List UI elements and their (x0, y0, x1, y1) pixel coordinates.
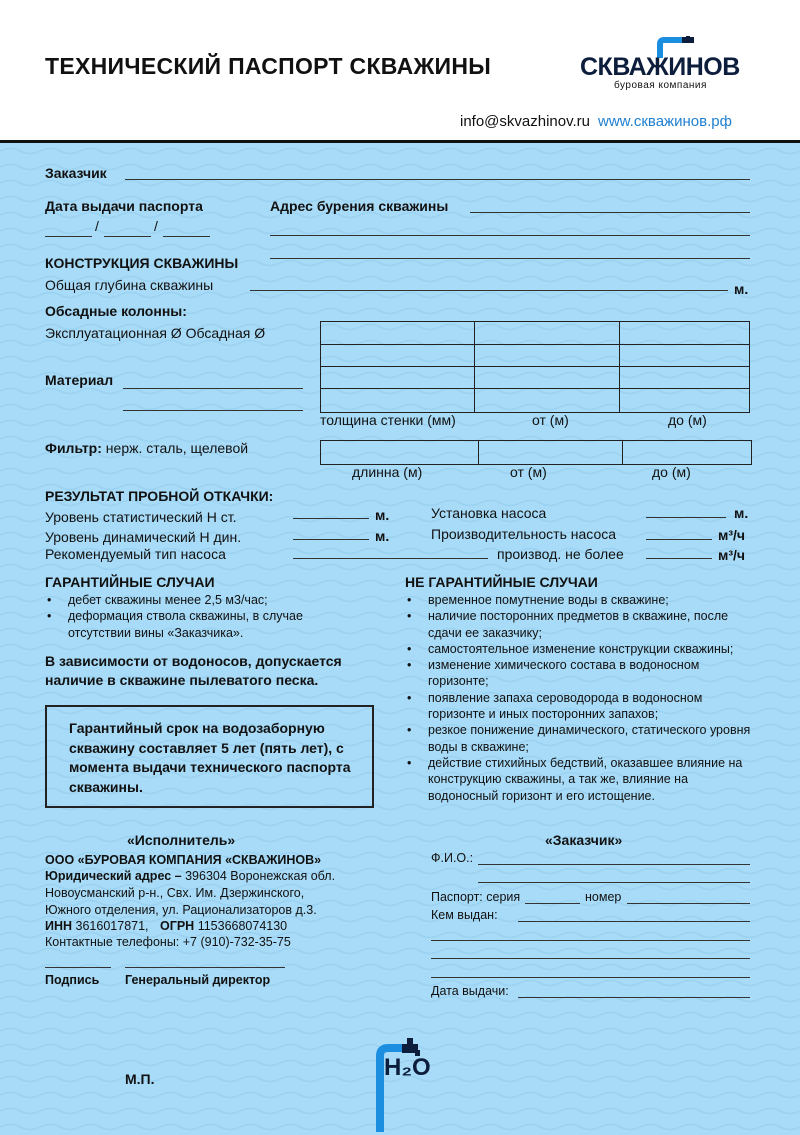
casing-types-label: Эксплуатационная Ø Обсадная Ø (45, 325, 266, 341)
issued-by-line-1[interactable] (518, 921, 750, 922)
header-contacts (460, 113, 732, 130)
stamp-label: М.П. (125, 1071, 155, 1087)
issue-year-line[interactable] (163, 236, 210, 237)
non-warranty-heading: НЕ ГАРАНТИЙНЫЕ СЛУЧАИ (405, 574, 598, 590)
passport-number-line[interactable] (627, 903, 750, 904)
non-warranty-item: • изменение химического состава в водоносном горизонте; (405, 657, 755, 690)
casing-row-divider-1 (321, 344, 749, 345)
casing-col-from: от (м) (532, 412, 569, 428)
construction-heading: КОНСТРУКЦИЯ СКВАЖИНЫ (45, 255, 239, 271)
website-link[interactable]: www.скважинов.рф (598, 113, 732, 130)
non-warranty-item: • временное помутнение воды в скважине; (405, 592, 755, 608)
non-warranty-list (405, 592, 755, 804)
h2o-emblem: H₂O (384, 1054, 431, 1081)
max-productivity-label: производ. не более (497, 546, 624, 562)
filter-value: нерж. сталь, щелевой (105, 440, 249, 456)
company-logo (578, 36, 758, 96)
issued-by-line-3[interactable] (431, 958, 750, 959)
filter-col-from: от (м) (510, 464, 547, 480)
fio-line-1[interactable] (478, 864, 750, 865)
dynamic-level-line[interactable] (293, 539, 369, 540)
material-line-2[interactable] (123, 410, 303, 411)
non-warranty-item: • самостоятельное изменение конструкции скважины; (405, 641, 755, 657)
issue-month-line[interactable] (104, 236, 151, 237)
issue-day-line[interactable] (45, 236, 92, 237)
filter-col-to: до (м) (652, 464, 691, 480)
ogrn-value: 1153668074130 (197, 919, 288, 933)
filter-col-divider-1 (478, 441, 479, 464)
email-link[interactable]: info@skvazhinov.ru (460, 113, 591, 130)
customer-label: Заказчик (45, 165, 107, 181)
casing-col-divider-2 (619, 322, 620, 412)
dynamic-level-unit: м. (375, 528, 390, 544)
customer-issue-date-label: Дата выдачи: (431, 984, 509, 998)
pump-type-label: Рекомендуемый тип насоса (45, 546, 226, 562)
filter-label: Фильтр: (45, 440, 102, 456)
document-title: ТЕХНИЧЕСКИЙ ПАСПОРТ СКВАЖИНЫ (45, 53, 492, 79)
dynamic-level-label: Уровень динамический Н дин. (45, 529, 242, 545)
fio-line-2[interactable] (478, 882, 750, 883)
passport-number-label: номер (585, 890, 622, 904)
legal-address-line2: Новоусманский р-н., Свх. Им. Дзержинского, (45, 886, 305, 900)
date-separator-2: / (154, 218, 158, 234)
casing-table[interactable] (320, 321, 750, 413)
executor-heading: «Исполнитель» (127, 832, 236, 848)
casing-heading: Обсадные колонны: (45, 303, 187, 319)
inn-label: ИНН (45, 919, 73, 933)
executor-company: ООО «БУРОВАЯ КОМПАНИЯ «СКВАЖИНОВ» (45, 853, 322, 867)
static-level-label: Уровень статистический Н ст. (45, 509, 237, 525)
issue-date-label: Дата выдачи паспорта (45, 198, 203, 214)
productivity-label: Производительность насоса (431, 526, 617, 542)
address-line-1[interactable] (470, 212, 750, 213)
legal-address-line3: Южного отделения, ул. Рационализаторов д.3. (45, 903, 317, 917)
address-line-2[interactable] (270, 235, 750, 236)
filter-row (45, 440, 248, 456)
sand-note: В зависимости от водоносов, допускается наличие в скважине пылеватого песка. (45, 653, 342, 688)
pump-type-line[interactable] (293, 558, 488, 559)
casing-col-thickness: толщина стенки (мм) (320, 412, 456, 428)
casing-col-divider-1 (474, 322, 475, 412)
executor-ids (45, 919, 287, 933)
max-productivity-unit: м³/ч (718, 547, 746, 563)
non-warranty-item: • действие стихийных бедствий, оказавшее влияние на конструкцию скважины, а так же, влияние на водоносный горизонт и его истощение. (405, 755, 755, 804)
date-separator: / (95, 218, 99, 234)
filter-table[interactable] (320, 440, 752, 465)
max-productivity-line[interactable] (646, 558, 712, 559)
pump-install-label: Установка насоса (431, 505, 547, 521)
issued-by-line-2[interactable] (431, 940, 750, 941)
executor-legal-address (45, 869, 335, 883)
logo-subtitle: буровая компания (614, 80, 707, 91)
warranty-item: • деформация ствола скважины, в случае отсутствии вины «Заказчика». (45, 608, 335, 641)
non-warranty-item: • появление запаха сероводорода в водоносном горизонте и иных посторонних запахов; (405, 690, 755, 723)
pump-test-heading: РЕЗУЛЬТАТ ПРОБНОЙ ОТКАЧКИ: (45, 488, 274, 504)
casing-col-to: до (м) (668, 412, 707, 428)
static-level-line[interactable] (293, 518, 369, 519)
customer-input-line[interactable] (125, 179, 750, 180)
depth-unit: м. (734, 281, 749, 297)
casing-row-divider-2 (321, 366, 749, 367)
warranty-heading: ГАРАНТИЙНЫЕ СЛУЧАИ (45, 574, 215, 590)
address-line-3[interactable] (270, 258, 750, 259)
faucet-h2o-icon (368, 1036, 438, 1132)
issued-by-label: Кем выдан: (431, 908, 498, 922)
executor-phones: Контактные телефоны: +7 (910)-732-35-75 (45, 935, 291, 949)
ogrn-label: ОГРН (160, 919, 195, 933)
non-warranty-item: • наличие посторонних предметов в скважине, после сдачи ее заказчику; (405, 608, 755, 641)
material-line-1[interactable] (123, 388, 303, 389)
non-warranty-item: • резкое понижение динамического, статического уровня воды в скважине; (405, 722, 755, 755)
issued-by-line-4[interactable] (431, 977, 750, 978)
filter-col-divider-2 (622, 441, 623, 464)
legal-address-label: Юридический адрес – (45, 869, 182, 883)
productivity-line[interactable] (646, 539, 712, 540)
executor-signature-line[interactable] (45, 967, 111, 968)
warranty-list (45, 592, 335, 641)
casing-row-divider-3 (321, 388, 749, 389)
passport-series-label: Паспорт: серия (431, 890, 521, 904)
pump-install-unit: м. (734, 505, 749, 521)
material-label: Материал (45, 372, 114, 388)
pump-install-line[interactable] (646, 517, 726, 518)
warranty-item: • дебет скважины менее 2,5 м3/час; (45, 592, 335, 608)
director-name-line[interactable] (125, 967, 285, 968)
customer-sign-heading: «Заказчик» (545, 832, 623, 848)
inn-value: 3616017871, (75, 919, 149, 933)
director-label: Генеральный директор (125, 973, 271, 987)
productivity-unit: м³/ч (718, 527, 746, 543)
address-label: Адрес бурения скважины (270, 198, 449, 214)
passport-series-line[interactable] (525, 903, 580, 904)
filter-col-length: длинна (м) (352, 464, 423, 480)
static-level-unit: м. (375, 507, 390, 523)
fio-label: Ф.И.О.: (431, 851, 474, 865)
signature-label: Подпись (45, 973, 100, 987)
logo-wordmark: СКВАЖИНОВ (580, 53, 740, 81)
customer-issue-date-line[interactable] (518, 997, 750, 998)
depth-label: Общая глубина скважины (45, 277, 214, 293)
warranty-term-text: Гарантийный срок на водозаборную скважину составляет 5 лет (пять лет), с момента выдачи технического паспорта скважины. (69, 720, 351, 795)
depth-input-line[interactable] (250, 290, 728, 291)
legal-address-line1: 396304 Воронежская обл. (185, 869, 336, 883)
warranty-term-box (45, 705, 374, 808)
